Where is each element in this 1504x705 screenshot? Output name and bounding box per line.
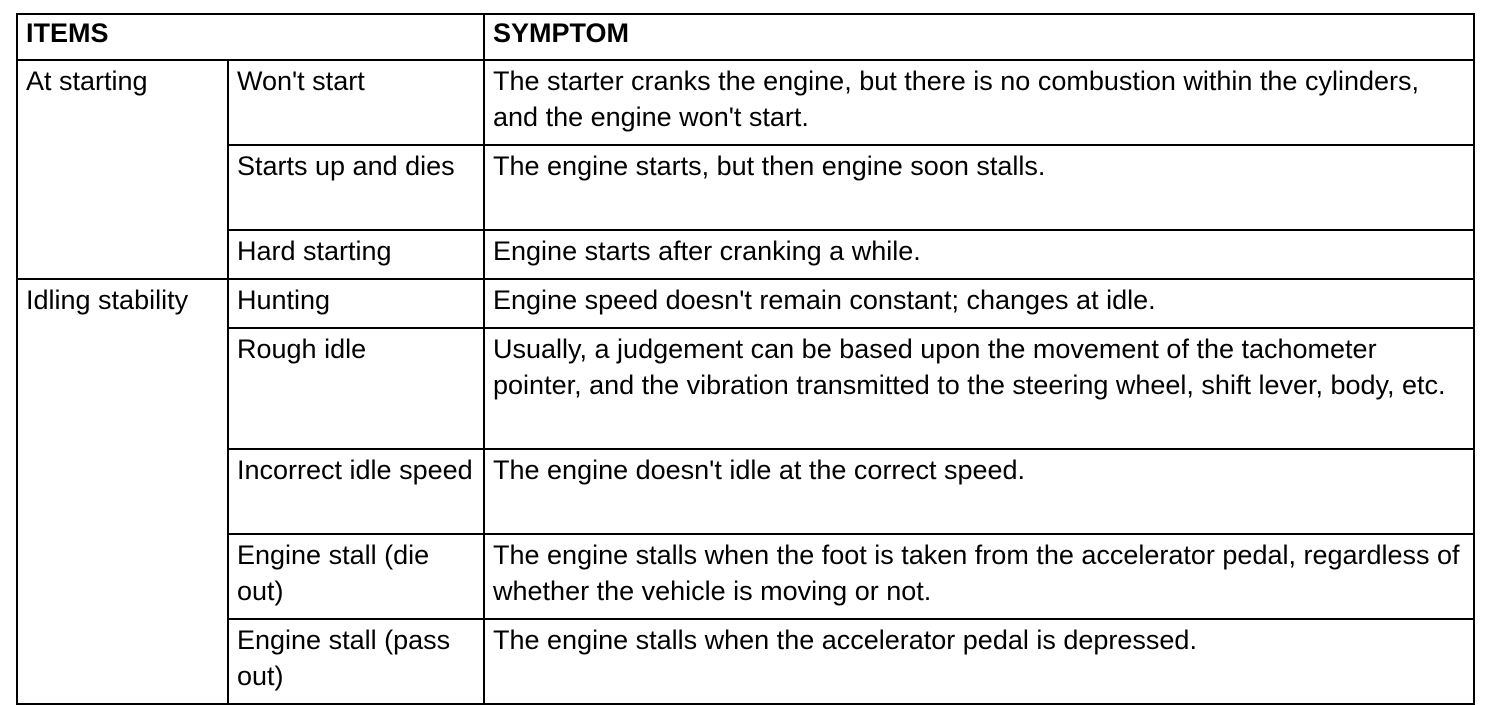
item-cell: Rough idle [228, 328, 484, 449]
symptom-cell: The engine starts, but then engine soon stalls. [484, 145, 1474, 230]
table-row [17, 328, 1474, 449]
table-row [17, 279, 1474, 328]
item-cell: Hard starting [228, 230, 484, 279]
table-row [17, 449, 1474, 534]
symptom-cell: The engine stalls when the accelerator pedal is depressed. [484, 619, 1474, 704]
item-cell: Incorrect idle speed [228, 449, 484, 534]
header-items: ITEMS [17, 14, 484, 60]
item-cell: Won't start [228, 60, 484, 145]
table-row [17, 230, 1474, 279]
header-symptom: SYMPTOM [484, 14, 1474, 60]
table-row [17, 619, 1474, 704]
symptom-cell: The engine doesn't idle at the correct speed. [484, 449, 1474, 534]
table-row [17, 534, 1474, 619]
symptom-cell: The starter cranks the engine, but there is no combustion within the cylinders, and the engine won't start. [484, 60, 1474, 145]
symptom-table [16, 13, 1475, 705]
symptom-cell: The engine stalls when the foot is taken from the accelerator pedal, regardless of whether the vehicle is moving or not. [484, 534, 1474, 619]
item-cell: Starts up and dies [228, 145, 484, 230]
header-row [17, 14, 1474, 60]
symptom-cell: Engine speed doesn't remain constant; changes at idle. [484, 279, 1474, 328]
item-cell: Engine stall (pass out) [228, 619, 484, 704]
symptom-cell: Usually, a judgement can be based upon the movement of the tachometer pointer, and the vibration transmitted to the steering wheel, shift lever, body, etc. [484, 328, 1474, 449]
item-cell: Hunting [228, 279, 484, 328]
item-cell: Engine stall (die out) [228, 534, 484, 619]
table-row [17, 145, 1474, 230]
group-label-at-starting: At starting [17, 60, 228, 279]
symptom-cell: Engine starts after cranking a while. [484, 230, 1474, 279]
group-label-idling-stability: Idling stability [17, 279, 228, 704]
table-row [17, 60, 1474, 145]
